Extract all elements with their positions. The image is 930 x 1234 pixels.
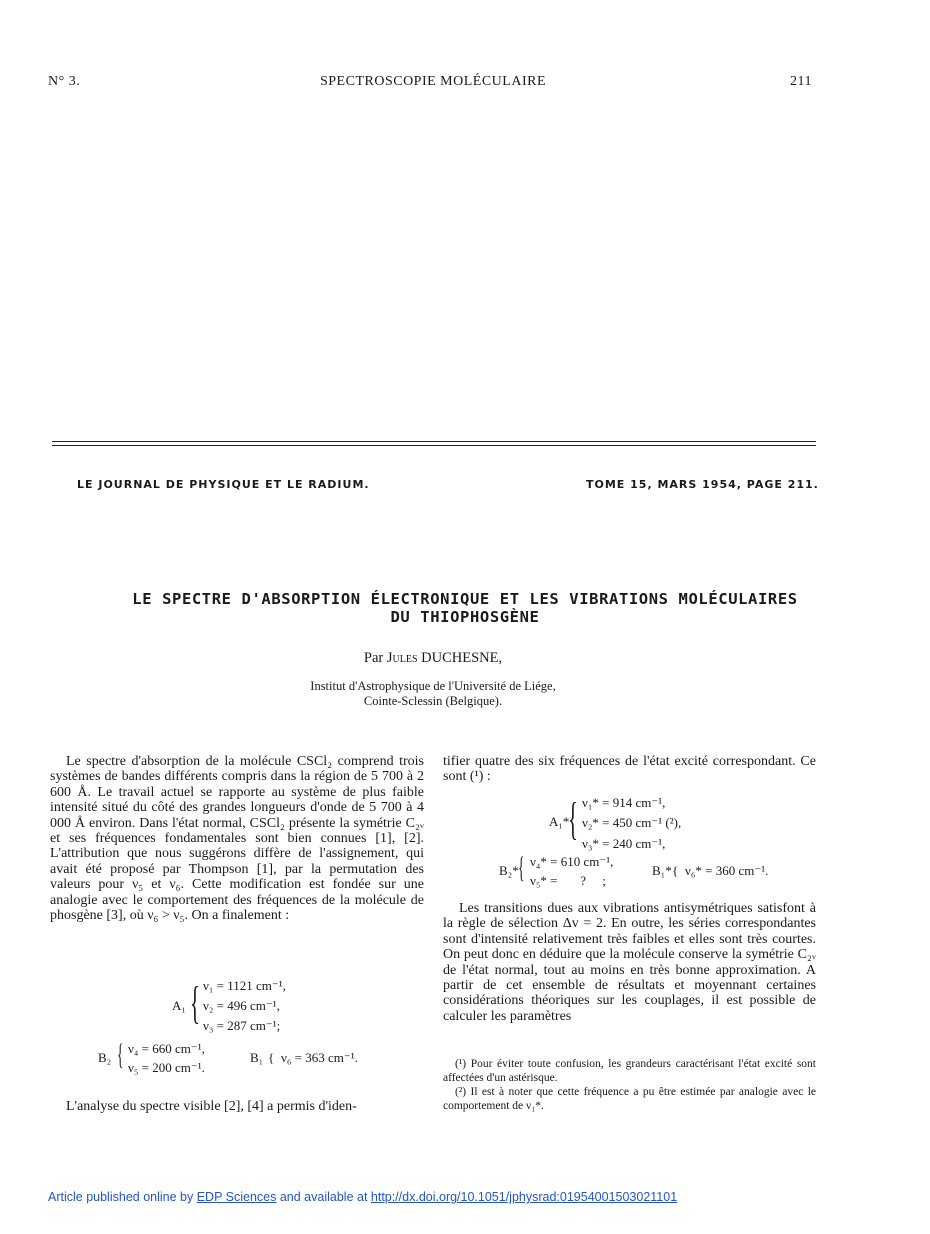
equation-line: ν₄ = 660 cm⁻¹, — [128, 1041, 205, 1056]
byline-par: Par — [363, 650, 384, 666]
article-title-line1: LE SPECTRE D'ABSORPTION ÉLECTRONIQUE ET LES VIBRATIONS MOLÉCULAIRES — [132, 590, 798, 608]
equation-label-A1: A₁ — [172, 998, 186, 1013]
affiliation-line1: Institut d'Astrophysique de l'Université de Liége, — [310, 679, 556, 693]
publication-footer — [48, 1190, 677, 1204]
paragraph: Les transitions dues aux vibrations antisymétriques satisfont à la règle de sélection Δv = 2. En outre, les séries correspondantes sont d'intensité relativement très faibles et elles sont très courtes. On peut donc en déduire que la molécule conserve la symétrie C₂ᵥ de l'état normal, tout au moins en très bonne approximation. A partir de cet ensemble de résultats et moyennant certaines considérations théoriques sur les couplages, il est possible de calculer les paramètres — [443, 901, 816, 1024]
equation-label-B1-star: B₁* — [652, 863, 672, 878]
equation-line: ν₆* = 360 cm⁻¹. — [685, 863, 769, 878]
equation-line: ν₄* = 610 cm⁻¹, — [530, 854, 614, 869]
page-number: 211 — [790, 74, 812, 89]
footer-middle: and available at — [276, 1190, 371, 1204]
left-column-continuation — [50, 1099, 424, 1114]
equation-line: ν₆ = 363 cm⁻¹. — [281, 1050, 358, 1065]
equation-line: ν₂* = 450 cm⁻¹ (²), — [582, 815, 682, 830]
equation-line: ν₃* = 240 cm⁻¹, — [582, 836, 666, 851]
brace-glyph: { — [190, 977, 200, 1028]
footer-prefix: Article published online by — [48, 1190, 197, 1204]
equation-label-B1: B₁ — [250, 1050, 264, 1065]
header-rule-bottom — [52, 445, 816, 446]
equation-line: ν₁* = 914 cm⁻¹, — [582, 795, 666, 810]
brace-glyph: { — [672, 863, 679, 878]
publisher-link[interactable]: EDP Sciences — [196, 1190, 277, 1204]
equation-label-A1-star: A₁* — [549, 814, 570, 829]
brace-glyph: { — [518, 851, 525, 884]
paragraph: Le spectre d'absorption de la molécule CSCl₂ comprend trois systèmes de bandes différents compris dans la région de 5 700 à 2 600 Å. Le travail actuel se rapporte au système de plus faible intensité situé du côté des grandes longueurs d'onde de 5 700 à 4 000 Å environ. Dans l'état normal, CSCl₂ présente la symétrie C₂ᵥ et ses fréquences fondamentales sont bien connues [1], [2]. L'attribution que nous suggérons diffère de l'assignement, qui avait été proposé par Thompson [1], par la permutation des valeurs pour ν₅ et ν₆. Cette modification est fondée sur une analogie avec le comportement des fréquences de la molécule de phosgène [3], où ν₆ > ν₅. On a finalement : — [50, 754, 424, 924]
equation-line: ν₁ = 1121 cm⁻¹, — [203, 978, 286, 993]
journal-name: LE JOURNAL DE PHYSIQUE ET LE RADIUM. — [77, 478, 370, 491]
running-head-title: SPECTROSCOPIE MOLÉCULAIRE — [319, 74, 547, 89]
right-column-intro — [443, 754, 816, 785]
footnote-1: (¹) Pour éviter toute confusion, les grandeurs caractérisant l'état excité sont affectées d'un astérisque. — [443, 1058, 816, 1084]
author-first-name: Jules — [386, 650, 418, 666]
paragraph: L'analyse du spectre visible [2], [4] a permis d'iden- — [66, 1099, 357, 1114]
paragraph: tifier quatre des six fréquences de l'état excité correspondant. Ce sont (¹) : — [443, 754, 816, 785]
equation-line: ν₅* = ? ; — [530, 873, 606, 888]
author-last-name: DUCHESNE, — [421, 650, 503, 666]
affiliation-line2: Cointe-Sclessin (Belgique). — [363, 694, 503, 708]
left-column-intro — [50, 754, 424, 923]
right-column-body — [443, 901, 816, 1024]
author-byline — [0, 650, 866, 667]
brace-glyph: { — [268, 1050, 275, 1065]
footnote-2: (²) Il est à noter que cette fréquence a pu être estimée par analogie avec le comportement de ν₁*. — [443, 1086, 816, 1112]
equation-label-B2: B₂ — [98, 1050, 112, 1065]
equation-label-B2-star: B₂* — [499, 863, 519, 878]
page-section-number: N° 3. — [48, 74, 81, 89]
equation-line: ν₃ = 287 cm⁻¹; — [203, 1018, 281, 1033]
equation-line: ν₅ = 200 cm⁻¹. — [128, 1060, 205, 1075]
header-rule-top — [52, 441, 816, 442]
brace-glyph: { — [568, 793, 578, 844]
footnotes — [443, 1057, 816, 1113]
doi-link[interactable]: http://dx.doi.org/10.1051/jphysrad:01954001503021101 — [370, 1190, 678, 1204]
article-title-line2: DU THIOPHOSGÈNE — [390, 608, 540, 626]
journal-volume-info: TOME 15, MARS 1954, PAGE 211. — [586, 478, 819, 491]
brace-glyph: { — [117, 1038, 124, 1071]
equation-line: ν₂ = 496 cm⁻¹, — [203, 998, 280, 1013]
